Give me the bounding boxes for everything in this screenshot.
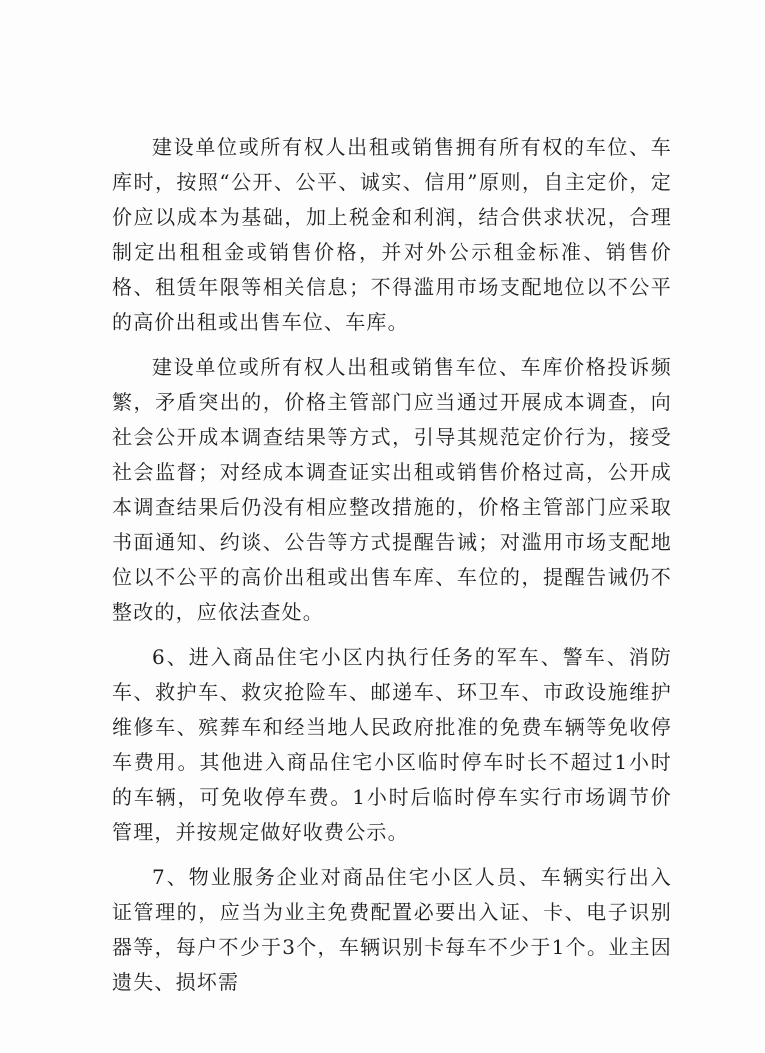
paragraph-complaint-handling: 建设单位或所有权人出租或销售车位、车库价格投诉频繁，矛盾突出的，价格主管部门应当通过开展成本调查，向社会公开成本调查结果等方式，引导其规范定价行为，接受社会监督；对经成本调查证实出租或销售价格过高，公开成本调查结果后仍没有相应整改措施的，价格主管部门应采取书面通知、约谈、公告等方式提醒告诫；对滥用市场支配地位以不公平的高价出租或出售车库、车位的，提醒告诫仍不整改的，应依法查处。: [112, 355, 672, 624]
paragraph-item-7-access-cards: 7、物业服务企业对商品住宅小区人员、车辆实行出入证管理的，应当为业主免费配置必要出入证、卡、电子识别器等，每户不少于3个，车辆识别卡每车不少于1个。业主因遗失、损坏需: [112, 865, 672, 994]
paragraph-parking-pricing: 建设单位或所有权人出租或销售拥有所有权的车位、车库时，按照“公开、公平、诚实、信用”原则，自主定价，定价应以成本为基础，加上税金和利润，结合供求状况，合理制定出租租金或销售价格，并对外公示租金标准、销售价格、租赁年限等相关信息；不得滥用市场支配地位以不公平的高价出租或出售车位、车库。: [112, 135, 672, 334]
paragraph-item-6-exemptions: 6、进入商品住宅小区内执行任务的军车、警车、消防车、救护车、救灾抢险车、邮递车、环卫车、市政设施维护维修车、殡葬车和经当地人民政府批准的免费车辆等免收停车费用。其他进入商品住宅小区临时停车时长不超过1小时的车辆，可免收停车费。1小时后临时停车实行市场调节价管理，并按规定做好收费公示。: [112, 645, 672, 844]
body-text: [112, 130, 672, 1000]
